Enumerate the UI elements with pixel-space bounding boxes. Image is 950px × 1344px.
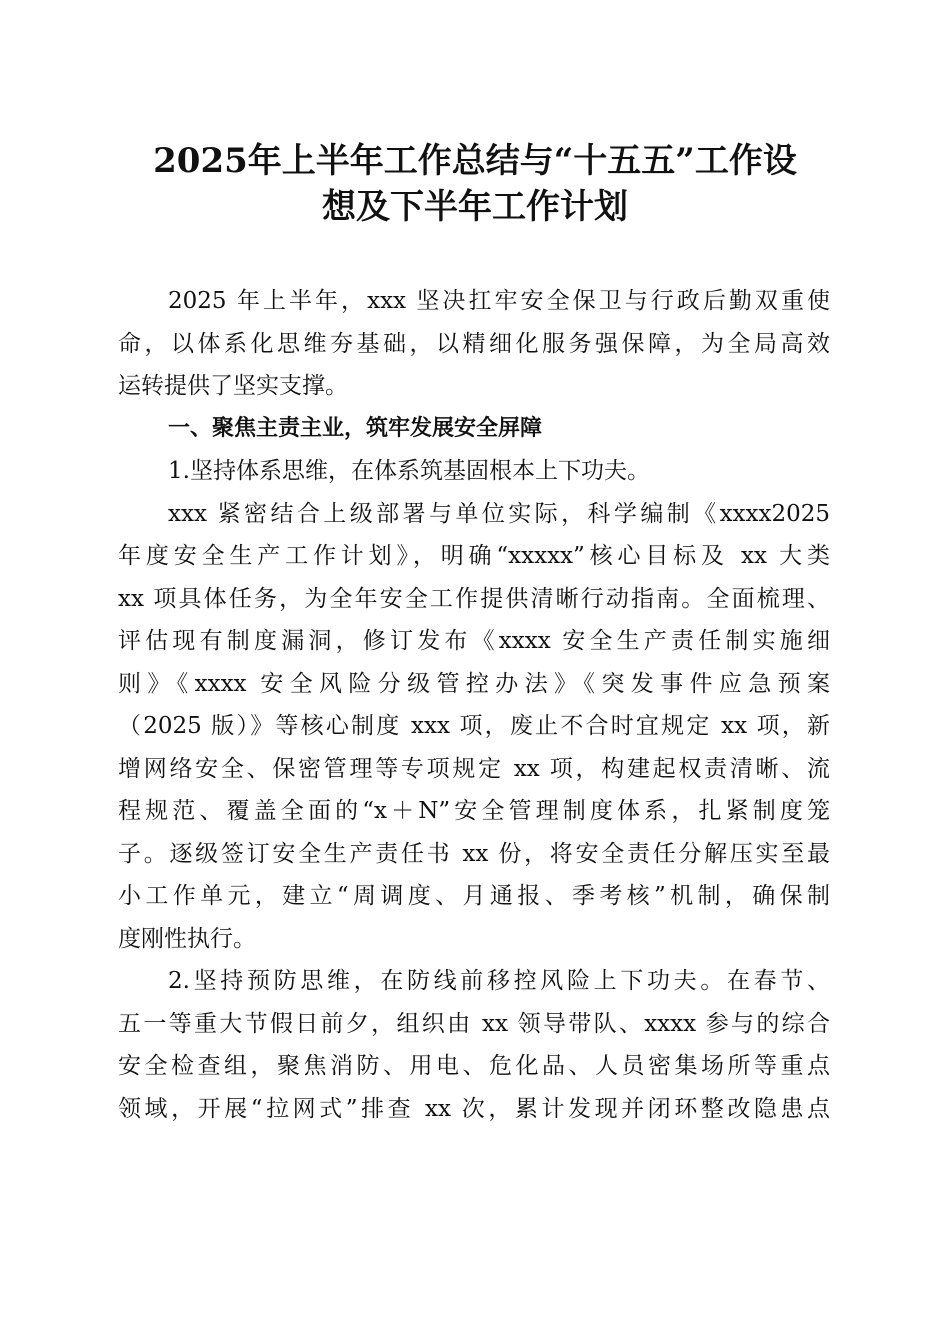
paragraph-line: 五一等重大节假日前夕，组织由 xx 领导带队、xxxx 参与的综合 <box>118 1010 830 1037</box>
paragraph-line: 则》《xxxx 安全风险分级管控办法》《突发事件应急预案 <box>118 670 830 697</box>
item-title: 1.坚持体系思维，在体系筑基固根本上下功夫。 <box>168 458 650 484</box>
paragraph-line: 领域，开展“拉网式”排查 xx 次，累计发现并闭环整改隐患点 <box>118 1095 830 1122</box>
paragraph-line: 命，以体系化思维夯基础，以精细化服务强保障，为全局高效 <box>118 330 830 357</box>
paragraph-line: 2025 年上半年，xxx 坚决扛牢安全保卫与行政后勤双重使 <box>168 288 830 314</box>
document-title <box>100 138 850 230</box>
paragraph-line: 子。逐级签订安全生产责任书 xx 份，将安全责任分解压实至最 <box>118 840 830 867</box>
paragraph-line: 运转提供了坚实支撑。 <box>118 373 348 399</box>
paragraph-line: 年度安全生产工作计划》，明确“xxxxx”核心目标及 xx 大类 <box>118 543 830 569</box>
paragraph-line: （2025 版）》等核心制度 xxx 项，废止不合时宜规定 xx 项，新 <box>118 713 830 739</box>
paragraph-line: xx 项具体任务，为全年安全工作提供清晰行动指南。全面梳理、 <box>118 585 830 612</box>
title-line: 想及下半年工作计划 <box>322 187 628 227</box>
document-body <box>118 280 830 1130</box>
paragraph-line: 度刚性执行。 <box>118 925 256 952</box>
paragraph-line: 2.坚持预防思维，在防线前移控风险上下功夫。在春节、 <box>168 968 830 994</box>
paragraph-line: 增网络安全、保密管理等专项规定 xx 项，构建起权责清晰、流 <box>118 755 830 782</box>
paragraph-line: 小工作单元，建立“周调度、月通报、季考核”机制，确保制 <box>118 883 830 909</box>
paragraph-line: 评估现有制度漏洞，修订发布《xxxx 安全生产责任制实施细 <box>118 628 830 654</box>
paragraph-line: 程规范、覆盖全面的“x＋N”安全管理制度体系，扎紧制度笼 <box>118 798 830 824</box>
section-heading: 一、聚焦主责主业，筑牢发展安全屏障 <box>168 415 543 441</box>
title-line: 2025年上半年工作总结与“十五五”工作设 <box>153 141 797 181</box>
paragraph-line: 安全检查组，聚焦消防、用电、危化品、人员密集场所等重点 <box>118 1053 830 1079</box>
paragraph-line: xxx 紧密结合上级部署与单位实际，科学编制《xxxx2025 <box>168 500 830 527</box>
